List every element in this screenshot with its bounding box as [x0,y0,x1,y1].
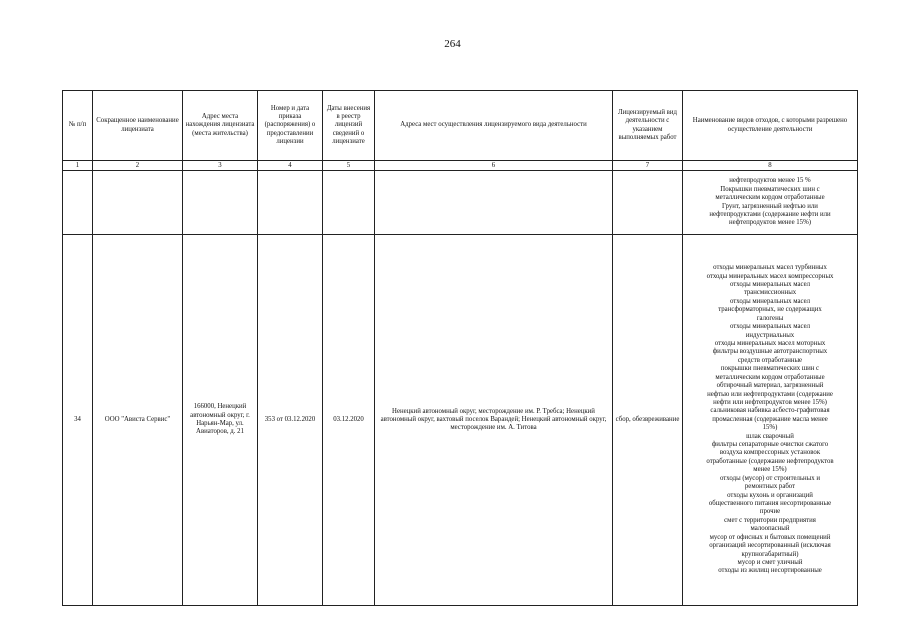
waste-item: шлак сварочный [746,432,794,440]
empty-cell [63,171,93,235]
waste-item: галогены [756,314,784,322]
waste-item: нефтепродуктами (содержание нефти или [709,210,831,218]
waste-item: отходы минеральных масел турбинных [713,264,827,272]
waste-item: крупногабаритный) [741,550,799,558]
waste-item: общественного питания несортированные [708,500,832,507]
table-row [63,235,858,606]
header-col-name: Сокращенное наименование лицензиата [93,91,183,161]
waste-item: прочие [759,508,781,516]
empty-cell [93,171,183,235]
waste-item: нефтепродуктов менее 15%) [728,219,812,227]
table-row-continued [63,171,858,235]
column-number-row [63,161,858,171]
waste-item: металлическим кордом отработанные [715,373,825,381]
waste-item: нефтью или нефтепродуктами (содержание [707,390,833,398]
col-number: 8 [683,161,858,171]
waste-item: металлическим кордом отработанные [715,194,825,202]
waste-list-continued [683,171,858,235]
col-number: 5 [323,161,375,171]
col-number: 7 [613,161,683,171]
waste-item: отходы из жилищ несортированные [718,567,822,575]
col-number: 1 [63,161,93,171]
header-col-order: Номер и дата приказа (распоряжения) о предоставлении лицензии [258,91,323,161]
col-number: 2 [93,161,183,171]
waste-item: трансмиссионных [743,289,797,297]
waste-item: отходы минеральных масел компрессорных [706,272,834,280]
header-col-address: Адрес места нахождения лицензиата (места жительства) [183,91,258,161]
header-row [63,91,858,161]
waste-item: ремонтных работ [744,483,796,491]
waste-item: отходы минеральных масел моторных [714,339,826,347]
row-number: 34 [63,235,93,606]
waste-item: Грунт, загрязненный нефтью или [722,202,818,210]
waste-item: фильтры воздушные автотранспортных [712,348,828,356]
waste-item: отходы (мусор) от строительных и [720,474,820,482]
waste-item: смет с территории предприятия [724,516,816,524]
header-col-waste: Наименование видов отходов, с которыми разрешено осуществление деятельности [683,91,858,161]
col-number: 4 [258,161,323,171]
col-number: 6 [375,161,613,171]
waste-item: менее 15%) [753,466,787,474]
licensee-name: ООО "Ависта Сервис" [93,235,183,606]
licensed-activity: сбор, обезвреживание [613,235,683,606]
waste-item: нефти или нефтепродуктов менее 15%) [713,398,827,406]
waste-item: покрышки пневматических шин с [720,365,820,373]
page-number: 264 [444,38,461,50]
order-number-date: 353 от 03.12.2020 [258,235,323,606]
waste-item: обтирочный материал, загрязненный [716,382,824,390]
waste-item: трансформаторных, не содержащих [718,306,822,314]
waste-item: фильтры сепараторные очистки сжатого [711,441,829,449]
empty-cell [258,171,323,235]
waste-item: индустриальных [745,331,795,339]
license-register-table [62,90,858,606]
waste-item: Покрышки пневматических шин с [720,185,820,193]
waste-item: отходы минеральных масел [730,323,810,331]
registry-date: 03.12.2020 [323,235,375,606]
waste-item: сальниковая набивка асбесто-графитовая [710,407,830,415]
empty-cell [375,171,613,235]
waste-item: 15%) [762,424,778,432]
waste-item: отходы минеральных масел [730,281,810,289]
waste-item: отходы кухонь и организаций [727,491,813,499]
header-col-num: № п/п [63,91,93,161]
waste-item: промасленная (содержание масла менее [712,415,828,423]
empty-cell [183,171,258,235]
waste-item: отработанные (содержание нефтепродуктов [706,457,834,465]
waste-item: мусор и смет уличный [737,558,803,566]
waste-item: малоопасный [750,525,790,533]
waste-item: воздуха компрессорных установок [719,449,821,457]
licensee-address: 166000, Ненецкий автономный округ, г. Нарьян-Мар, ул. Авиаторов, д. 21 [183,235,258,606]
header-col-places: Адреса мест осуществления лицензируемого вида деятельности [375,91,613,161]
waste-item: нефтепродуктов менее 15 % [729,177,811,185]
waste-item: организаций несортированный (исключая [709,542,831,550]
header-col-reg-date: Даты внесения в реестр лицензий сведений о лицензиате [323,91,375,161]
waste-item: средств отработанные [737,356,803,364]
activity-places: Ненецкий автономный округ, месторождение им. Р. Требса; Ненецкий автономный округ, вахтовый поселок Варандей; Ненецкий автономный округ, месторождение им. А. Титова [375,235,613,606]
waste-item: отходы минеральных масел [730,297,810,305]
empty-cell [323,171,375,235]
waste-item: мусор от офисных и бытовых помещений [709,533,831,541]
col-number: 3 [183,161,258,171]
waste-list [683,235,858,606]
empty-cell [613,171,683,235]
header-col-activity: Лицензируемый вид деятельности с указанием выполняемых работ [613,91,683,161]
